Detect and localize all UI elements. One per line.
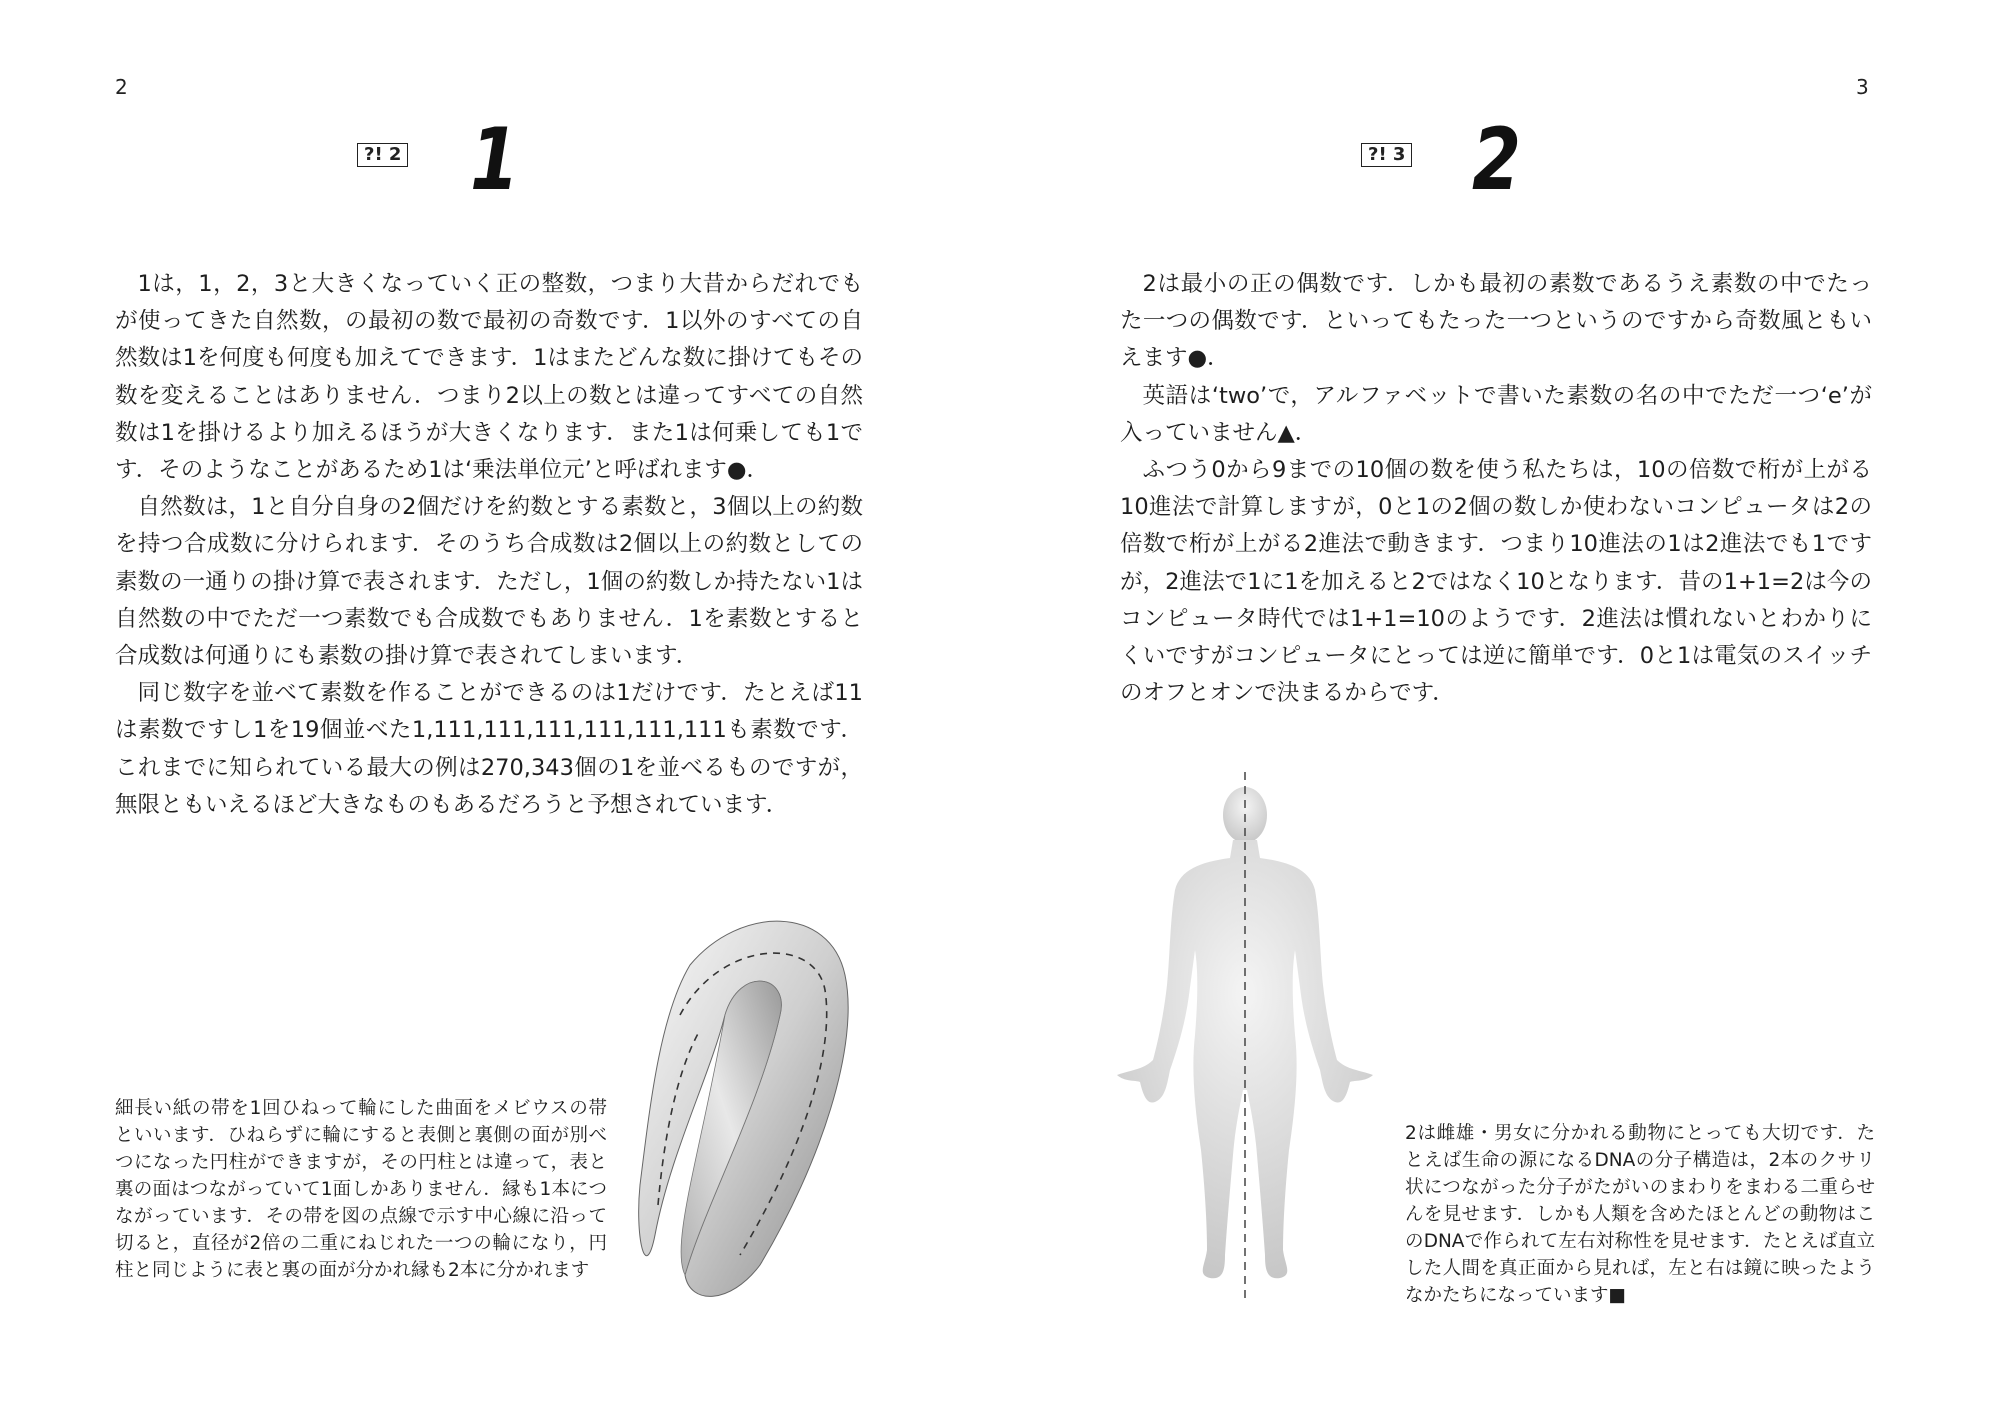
right-page bbox=[1000, 0, 2000, 1427]
human-silhouette-illustration bbox=[1115, 770, 1375, 1300]
chapter-number: 1 bbox=[470, 110, 520, 210]
question-label: ?! 3 bbox=[1361, 143, 1412, 167]
paragraph: 同じ数字を並べて素数を作ることができるのは1だけです．たとえば11は素数ですし1を19個並べた1,111,111,111,111,111,111も素数です．これまでに知られている最大の例は270,343個の1を並べるものですが，無限ともいえるほど大きなものもあるだろうと予想されています． bbox=[115, 680, 863, 818]
mobius-strip-illustration bbox=[630, 905, 880, 1310]
paragraph: ふつう0から9までの10個の数を使う私たちは，10の倍数で桁が上がる10進法で計算しますが，0と1の2個の数しか使わないコンピュータは2の倍数で桁が上がる2進法で動きます．つまり10進法の1は2進法でも1ですが，2進法で1に1を加えると2ではなく10となります．昔の1+1=2は今のコンピュータ時代では1+1=10のようです．2進法は慣れないとわかりにくいですがコンピュータにとっては逆に簡単です．0と1は電気のスイッチのオフとオンで決まるからです． bbox=[1120, 457, 1872, 707]
page-number: 3 bbox=[1856, 75, 1869, 99]
chapter-number: 2 bbox=[1472, 110, 1522, 210]
page-number: 2 bbox=[115, 75, 128, 99]
question-label: ?! 2 bbox=[357, 143, 408, 167]
paragraph: 自然数は，1と自分自身の2個だけを約数とする素数と，3個以上の約数を持つ合成数に分けられます．そのうち合成数は2個以上の約数としての素数の一通りの掛け算で表されます．ただし，1個の約数しか持たない1は自然数の中でただ一つ素数でも合成数でもありません．1を素数とすると合成数は何通りにも素数の掛け算で表されてしまいます． bbox=[115, 494, 863, 670]
body-text bbox=[115, 266, 863, 824]
paragraph: 2は最小の正の偶数です．しかも最初の素数であるうえ素数の中でたった一つの偶数です．といってもたった一つというのですから奇数風ともいえます●． bbox=[1120, 271, 1872, 372]
body-text bbox=[1120, 266, 1872, 712]
figure-caption: 細長い紙の帯を1回ひねって輪にした曲面をメビウスの帯といいます．ひねらずに輪にすると表側と裏側の面が別べつになった円柱ができますが，その円柱とは違って，表と裏の面はつながっていて1面しかありません．縁も1本につながっています．その帯を図の点線で示す中心線に沿って切ると，直径が2倍の二重にねじれた一つの輪になり，円柱と同じように表と裏の面が分かれ縁も2本に分かれます bbox=[115, 1098, 607, 1281]
paragraph: 1は，1，2，3と大きくなっていく正の整数，つまり大昔からだれでもが使ってきた自然数，の最初の数で最初の奇数です．1以外のすべての自然数は1を何度も何度も加えてできます．1はまたどんな数に掛けてもその数を変えることはありません．つまり2以上の数とは違ってすべての自然数は1を掛けるより加えるほうが大きくなります．また1は何乗しても1です．そのようなことがあるため1は‘乗法単位元’と呼ばれます●． bbox=[115, 271, 863, 484]
paragraph: 英語は‘two’で，アルファベットで書いた素数の名の中でただ一つ‘e’が入っていません▲． bbox=[1120, 382, 1872, 446]
figure-caption: 2は雌雄・男女に分かれる動物にとっても大切です．たとえば生命の源になるDNAの分子構造は，2本のクサリ状につながった分子がたがいのまわりをまわる二重らせんを見せます．しかも人類を含めたほとんどの動物はこのDNAで作られて左右対称性を見せます．たとえば直立した人間を真正面から見れば，左と右は鏡に映ったようなかたちになっています■ bbox=[1405, 1123, 1875, 1306]
